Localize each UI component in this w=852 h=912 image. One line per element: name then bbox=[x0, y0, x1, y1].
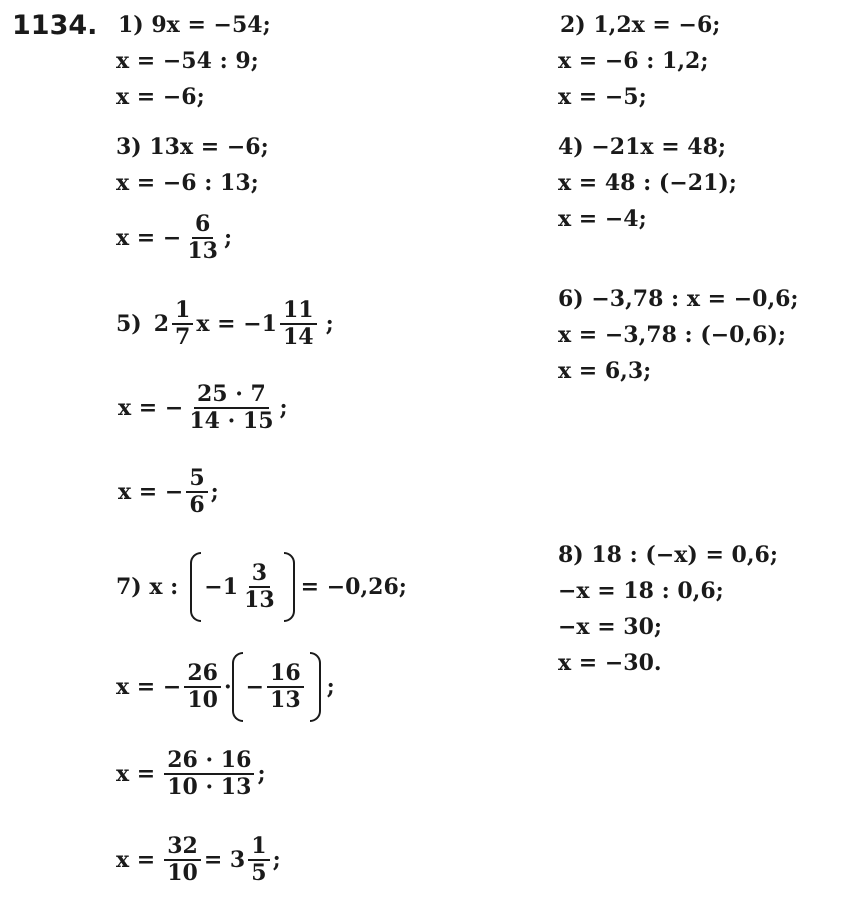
eq-3-line-3 bbox=[116, 212, 232, 264]
denominator: 13 bbox=[270, 687, 301, 713]
eq-7-line-4 bbox=[116, 834, 281, 886]
eq-5-line-2-prefix: x = − bbox=[118, 395, 184, 421]
denominator: 10 bbox=[187, 687, 218, 713]
eq-6-line-3: x = 6,3; bbox=[558, 358, 652, 384]
numerator: 26 bbox=[184, 661, 221, 688]
eq-4-line-2: x = 48 : (−21); bbox=[558, 170, 737, 196]
eq-6-line-2: x = −3,78 : (−0,6); bbox=[558, 322, 786, 348]
eq-5-line-1 bbox=[116, 298, 334, 350]
right-paren bbox=[284, 552, 295, 622]
left-paren bbox=[232, 652, 243, 722]
denominator: 10 bbox=[167, 860, 198, 886]
fraction bbox=[164, 748, 254, 800]
eq-3-line-1: 3) 13x = −6; bbox=[116, 134, 269, 160]
eq-5-label: 5) bbox=[116, 311, 142, 337]
eq-7-line-4-prefix: x = bbox=[116, 847, 156, 873]
eq-7-line-2-prefix: x = − bbox=[116, 674, 182, 700]
eq-1-line-2: x = −54 : 9; bbox=[116, 48, 259, 74]
denominator: 14 bbox=[282, 324, 314, 350]
eq-1-line-1: 1) 9x = −54; bbox=[118, 12, 271, 38]
eq-5-line-2 bbox=[118, 382, 288, 434]
numerator: 16 bbox=[267, 661, 304, 688]
problem-number: 1134. bbox=[12, 10, 98, 41]
eq-2-line-3: x = −5; bbox=[558, 84, 647, 110]
eq-4-line-1: 4) −21x = 48; bbox=[558, 134, 727, 160]
fraction bbox=[172, 298, 193, 350]
eq-8-line-3: −x = 30; bbox=[558, 614, 663, 640]
fraction bbox=[267, 661, 304, 713]
fraction bbox=[186, 382, 276, 434]
eq-7-line-1-suffix: = −0,26; bbox=[300, 574, 407, 600]
eq-8-line-1: 8) 18 : (−x) = 0,6; bbox=[558, 542, 778, 568]
eq-8-line-2: −x = 18 : 0,6; bbox=[558, 578, 724, 604]
numerator: 32 bbox=[164, 834, 201, 861]
fraction bbox=[241, 561, 278, 613]
fraction bbox=[280, 298, 317, 350]
denominator: 13 bbox=[187, 238, 218, 264]
eq-7-line-1-inner: −1 bbox=[204, 574, 239, 600]
numerator: 1 bbox=[248, 834, 269, 861]
denominator: 5 bbox=[251, 860, 267, 886]
mixed-whole: 2 bbox=[153, 311, 170, 337]
fraction bbox=[184, 212, 221, 264]
eq-5-line-3-suffix: ; bbox=[210, 479, 219, 505]
numerator: 11 bbox=[280, 298, 317, 325]
numerator: 25 · 7 bbox=[194, 382, 269, 409]
numerator: 5 bbox=[186, 466, 207, 493]
denominator: 13 bbox=[244, 587, 275, 613]
denominator: 14 · 15 bbox=[189, 408, 274, 434]
left-paren bbox=[190, 552, 201, 622]
fraction bbox=[186, 466, 207, 518]
eq-7-line-3-prefix: x = bbox=[116, 761, 156, 787]
eq-3-line-3-suffix: ; bbox=[223, 225, 233, 251]
eq-7-line-3 bbox=[116, 748, 266, 800]
multiply-dot: · bbox=[223, 674, 232, 700]
numerator: 3 bbox=[249, 561, 270, 588]
eq-7-line-1 bbox=[116, 552, 407, 622]
numerator: 26 · 16 bbox=[164, 748, 254, 775]
eq-7-line-2-inner: − bbox=[245, 674, 265, 700]
eq-8-line-4: x = −30. bbox=[558, 650, 662, 676]
fraction bbox=[184, 661, 221, 713]
denominator: 7 bbox=[175, 324, 191, 350]
eq-2-line-2: x = −6 : 1,2; bbox=[558, 48, 709, 74]
eq-4-line-3: x = −4; bbox=[558, 206, 647, 232]
right-paren bbox=[310, 652, 321, 722]
eq-3-line-3-prefix: x = − bbox=[116, 225, 182, 251]
eq-5-line-1-mid: x = −1 bbox=[196, 311, 277, 337]
eq-2-line-1: 2) 1,2x = −6; bbox=[560, 12, 721, 38]
fraction bbox=[164, 834, 201, 886]
numerator: 6 bbox=[192, 212, 213, 239]
eq-3-line-2: x = −6 : 13; bbox=[116, 170, 259, 196]
eq-6-line-1: 6) −3,78 : x = −0,6; bbox=[558, 286, 799, 312]
eq-7-line-3-suffix: ; bbox=[257, 761, 266, 787]
eq-5-line-3 bbox=[118, 466, 219, 518]
eq-7-line-4-mid: = 3 bbox=[203, 847, 246, 873]
numerator: 1 bbox=[172, 298, 193, 325]
denominator: 6 bbox=[189, 492, 205, 518]
fraction bbox=[248, 834, 269, 886]
eq-7-line-2-suffix: ; bbox=[326, 674, 335, 700]
eq-7-line-1-prefix: 7) x : bbox=[116, 574, 179, 600]
denominator: 10 · 13 bbox=[167, 774, 252, 800]
eq-7-line-4-suffix: ; bbox=[272, 847, 281, 873]
eq-7-line-2 bbox=[116, 652, 335, 722]
eq-5-line-3-prefix: x = − bbox=[118, 479, 184, 505]
eq-5-line-2-suffix: ; bbox=[279, 395, 288, 421]
eq-1-line-3: x = −6; bbox=[116, 84, 205, 110]
eq-5-line-1-suffix: ; bbox=[325, 311, 334, 337]
